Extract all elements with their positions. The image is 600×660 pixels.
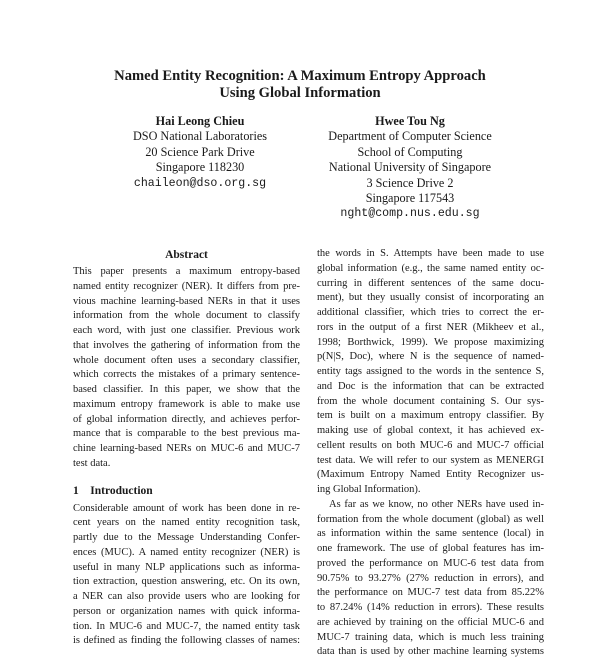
abstract-heading: Abstract	[165, 249, 208, 261]
text-line: as information within the same sentence (local) in	[317, 528, 544, 540]
affiliation-line: Singapore 118230	[155, 160, 245, 175]
text-line: to 87.24% (14% reduction in errors). These results	[317, 602, 544, 613]
text-line: based classifier. In this paper, we show that the	[73, 384, 300, 395]
text-line: tion. In MUC-6 and MUC-7, the named entity task	[73, 620, 300, 632]
affiliation-line: National University of Singapore	[328, 160, 492, 175]
text-line: making use of global context, it has achieved ex-	[317, 425, 544, 436]
text-line: entity tags assigned to the words in the sentence S,	[317, 366, 544, 377]
paper-title-line-2: Using Global Information	[219, 85, 381, 101]
text-line: information from the whole document to classify	[73, 310, 300, 322]
paper-title-line-1: Named Entity Recognition: A Maximum Entropy Approach	[114, 68, 486, 84]
text-line: the performance on MUC-7 test data from 85.22%	[317, 587, 544, 599]
affiliation-line: Department of Computer Science	[328, 129, 492, 144]
text-line: from the whole document containing S. Our sys-	[317, 395, 544, 407]
author-name: Hwee Tou Ng	[375, 114, 445, 128]
text-line: a NER can also provide users who are looking for	[73, 591, 300, 602]
section-title: Introduction	[90, 484, 153, 497]
author-email[interactable]: chaileon@dso.org.sg	[133, 176, 267, 190]
text-line: As far as we know, no other NERs have used in-	[329, 498, 544, 510]
text-line: This paper presents a maximum entropy-based	[73, 266, 300, 277]
text-line: proved the performance on MUC-6 test data from	[317, 557, 544, 569]
affiliation-line: 20 Science Park Drive	[145, 144, 255, 159]
text-line: of global information directly, and achieves perfor-	[73, 413, 300, 425]
author-block-2	[310, 114, 510, 222]
right-paragraph-2	[317, 498, 544, 660]
text-line: ing Global Information).	[317, 484, 421, 495]
affiliation-line: 3 Science Drive 2	[366, 175, 454, 190]
text-line: useful in many NLP applications such as informa-	[73, 561, 300, 573]
introduction-body	[73, 502, 300, 650]
text-line: (Maximum Entropy Named Entity Recognizer us-	[317, 469, 544, 481]
text-line: partly due to the Message Understanding Confer-	[73, 532, 300, 543]
text-line: additional classifier, which tries to correct the er-	[317, 307, 544, 318]
text-line: that involves the gathering of information from the	[73, 339, 300, 351]
text-line: maximum entropy framework is able to make use	[73, 398, 300, 410]
left-column	[73, 248, 300, 649]
author-email[interactable]: nght@comp.nus.edu.sg	[340, 207, 480, 221]
section-heading-introduction	[73, 484, 300, 499]
text-line: whole document often uses a secondary classifier,	[73, 354, 300, 366]
text-line: formation from the whole document (global) as well	[317, 513, 544, 525]
text-line: MUC-7 training data, which is much less training	[317, 631, 544, 643]
text-line: cent years on the named entity recognition task,	[73, 517, 300, 529]
text-line: which corrects the mistakes of a primary sentence-	[73, 369, 300, 381]
text-line: one framework. The use of global features has im-	[317, 543, 544, 554]
section-number: 1	[73, 484, 79, 497]
text-line: is defined as finding the following classes of names:	[73, 635, 300, 647]
text-line: test data. We will refer to our system as MENERGI	[317, 454, 544, 466]
text-line: Considerable amount of work has been done in re-	[73, 502, 300, 514]
text-line: p(N|S, Doc), where N is the sequence of named-	[317, 351, 544, 363]
affiliation-line: DSO National Laboratories	[132, 129, 268, 144]
text-line: ment), but they usually consist of incorporating an	[317, 292, 544, 304]
text-line: cellent results on both MUC-6 and MUC-7 official	[317, 439, 544, 451]
text-line: data than is used by other machine learning systems	[317, 646, 544, 658]
text-line: vious machine learning-based NERs in that it uses	[73, 295, 300, 307]
text-line: ences (MUC). A named entity recognizer (NER) is	[73, 546, 300, 558]
text-line: global information (e.g., the same named entity oc-	[317, 262, 544, 274]
text-line: curring in different sentences of the same docu-	[317, 277, 544, 289]
text-line: named entity recognizer (NER). It differs from pre-	[73, 280, 300, 292]
affiliation-line: School of Computing	[357, 144, 463, 159]
text-line: rors in the output of a first NER (Mikheev et al.,	[317, 321, 544, 333]
text-line: tion extraction, question answering, etc. On its own,	[73, 576, 300, 588]
right-column	[317, 247, 544, 660]
text-line: person or organization names with quick informa-	[73, 605, 300, 617]
text-line: and Doc is the information that can be extracted	[317, 380, 544, 392]
author-name: Hai Leong Chieu	[155, 114, 245, 128]
text-line: 1998; Borthwick, 1999). We propose maximizing	[317, 336, 544, 348]
text-line: the words in S. Attempts have been made to use	[317, 248, 544, 259]
author-block-1	[100, 114, 300, 191]
text-line: mance that is comparable to the best previous ma-	[73, 428, 300, 440]
text-line: are achieved by training on the official MUC-6 and	[317, 616, 544, 628]
text-line: tem is built on a maximum entropy classifier. By	[317, 410, 544, 422]
abstract-body	[73, 265, 300, 472]
affiliation-line: Singapore 117543	[365, 191, 455, 206]
text-line: 90.75% to 93.27% (27% reduction in errors), and	[317, 572, 544, 584]
text-line: each word, with just one classifier. Previous work	[73, 325, 300, 336]
text-line: test data.	[73, 457, 111, 469]
right-paragraph-1	[317, 247, 544, 498]
text-line: chine learning-based NERs on MUC-6 and MUC-7	[73, 443, 300, 454]
